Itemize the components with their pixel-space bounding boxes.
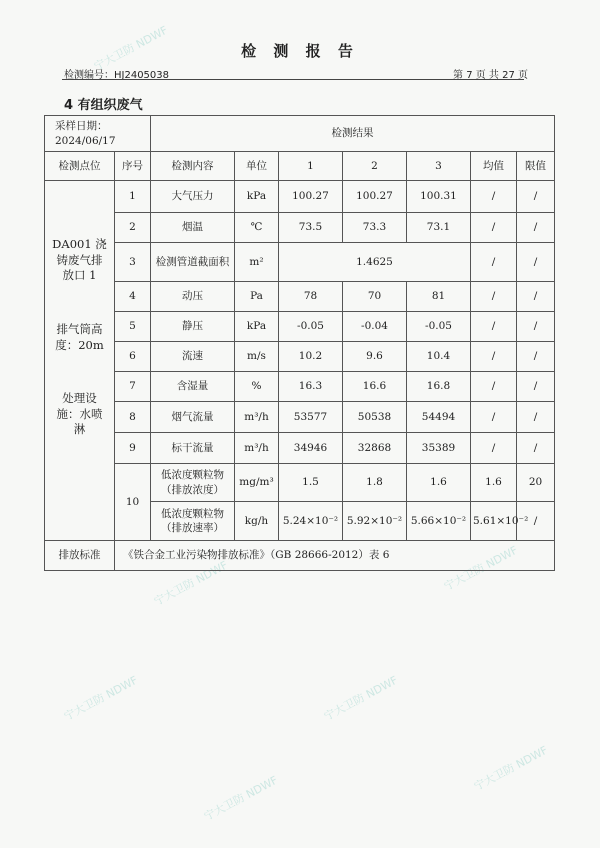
row-value-3: 16.8 xyxy=(407,372,471,402)
watermark: 宁大卫防 NDWF xyxy=(91,23,170,74)
row-no: 10 xyxy=(115,464,151,541)
row-no: 5 xyxy=(115,312,151,342)
row-value-2: 73.3 xyxy=(343,213,407,243)
row-value-1: 10.2 xyxy=(279,342,343,372)
row-item: 含湿量 xyxy=(151,372,235,402)
table-row xyxy=(45,181,555,213)
watermark: 宁大卫防 NDWF xyxy=(441,543,520,594)
watermark: 宁大卫防 NDWF xyxy=(321,673,400,724)
row-value-2: 9.6 xyxy=(343,342,407,372)
row-item: 烟温 xyxy=(151,213,235,243)
row-item: 大气压力 xyxy=(151,181,235,213)
row-avg: / xyxy=(471,402,517,433)
row-merged-value: 1.4625 xyxy=(279,243,471,282)
watermark: 宁大卫防 NDWF xyxy=(61,673,140,724)
row-unit: mg/m³ xyxy=(235,464,279,502)
row-no: 6 xyxy=(115,342,151,372)
row-unit: Pa xyxy=(235,282,279,312)
row-no: 8 xyxy=(115,402,151,433)
row-no: 9 xyxy=(115,433,151,464)
row-avg: 1.6 xyxy=(471,464,517,502)
row-limit: 20 xyxy=(517,464,555,502)
row-value-1: 53577 xyxy=(279,402,343,433)
row-value-1: 16.3 xyxy=(279,372,343,402)
row-value-2: -0.04 xyxy=(343,312,407,342)
table-row xyxy=(45,342,555,372)
row-unit: kPa xyxy=(235,312,279,342)
row-value-3: 100.31 xyxy=(407,181,471,213)
row-value-3: 5.66×10⁻² xyxy=(407,502,471,541)
table-row xyxy=(45,213,555,243)
table-row xyxy=(45,282,555,312)
row-no: 3 xyxy=(115,243,151,282)
col-header-r3: 3 xyxy=(407,152,471,181)
row-unit: m² xyxy=(235,243,279,282)
col-header-point: 检测点位 xyxy=(45,152,115,181)
row-value-1: 73.5 xyxy=(279,213,343,243)
row-value-2: 1.8 xyxy=(343,464,407,502)
col-header-r1: 1 xyxy=(279,152,343,181)
watermark: 宁大卫防 NDWF xyxy=(151,558,230,609)
table-row xyxy=(45,372,555,402)
row-limit: / xyxy=(517,372,555,402)
row-unit: m³/h xyxy=(235,402,279,433)
row-value-1: 34946 xyxy=(279,433,343,464)
standard-text: 《铁合金工业污染物排放标准》（GB 28666-2012）表 6 xyxy=(115,541,555,571)
row-no: 7 xyxy=(115,372,151,402)
col-header-avg: 均值 xyxy=(471,152,517,181)
row-limit: / xyxy=(517,342,555,372)
row-avg: 5.61×10⁻² xyxy=(471,502,517,541)
row-value-1: -0.05 xyxy=(279,312,343,342)
col-header-no: 序号 xyxy=(115,152,151,181)
table-row xyxy=(45,464,555,502)
watermark: 宁大卫防 NDWF xyxy=(471,743,550,794)
row-value-2: 16.6 xyxy=(343,372,407,402)
row-unit: ℃ xyxy=(235,213,279,243)
row-limit: / xyxy=(517,213,555,243)
row-value-3: 73.1 xyxy=(407,213,471,243)
row-item: 烟气流量 xyxy=(151,402,235,433)
column-header-row xyxy=(45,152,555,181)
row-avg: / xyxy=(471,312,517,342)
row-value-2: 100.27 xyxy=(343,181,407,213)
standard-label: 排放标准 xyxy=(45,541,115,571)
table-row xyxy=(45,433,555,464)
col-header-item: 检测内容 xyxy=(151,152,235,181)
row-unit: m³/h xyxy=(235,433,279,464)
row-no: 4 xyxy=(115,282,151,312)
row-avg: / xyxy=(471,243,517,282)
sample-date-label: 采样日期： xyxy=(55,120,108,133)
watermark: 宁大卫防 NDWF xyxy=(201,773,280,824)
table-row xyxy=(45,312,555,342)
row-item: 低浓度颗粒物（排放速率） xyxy=(151,502,235,541)
page-title: 检 测 报 告 xyxy=(241,42,359,60)
row-avg: / xyxy=(471,181,517,213)
row-item: 静压 xyxy=(151,312,235,342)
row-value-3: -0.05 xyxy=(407,312,471,342)
table-row xyxy=(45,402,555,433)
row-limit: / xyxy=(517,502,555,541)
row-value-3: 1.6 xyxy=(407,464,471,502)
row-limit: / xyxy=(517,402,555,433)
row-value-3: 81 xyxy=(407,282,471,312)
row-avg: / xyxy=(471,433,517,464)
col-header-r2: 2 xyxy=(343,152,407,181)
sample-date: 2024/06/17 xyxy=(55,134,116,147)
row-value-1: 1.5 xyxy=(279,464,343,502)
row-item: 检测管道截面积 xyxy=(151,243,235,282)
row-limit: / xyxy=(517,433,555,464)
treatment-facility: 处理设施：水喷淋 xyxy=(56,391,103,437)
row-value-1: 78 xyxy=(279,282,343,312)
row-item: 标干流量 xyxy=(151,433,235,464)
row-value-1: 100.27 xyxy=(279,181,343,213)
row-value-2: 70 xyxy=(343,282,407,312)
stack-height: 排气筒高度：20m xyxy=(55,321,104,352)
col-header-unit: 单位 xyxy=(235,152,279,181)
row-value-3: 10.4 xyxy=(407,342,471,372)
row-limit: / xyxy=(517,181,555,213)
point-cell xyxy=(45,181,115,541)
row-avg: / xyxy=(471,342,517,372)
row-unit: kPa xyxy=(235,181,279,213)
page-number: 第 7 页 共 27 页 xyxy=(453,70,528,81)
sample-date-cell xyxy=(45,116,151,152)
row-no: 1 xyxy=(115,181,151,213)
row-limit: / xyxy=(517,282,555,312)
row-avg: / xyxy=(471,282,517,312)
row-value-1: 5.24×10⁻² xyxy=(279,502,343,541)
row-avg: / xyxy=(471,213,517,243)
row-unit: kg/h xyxy=(235,502,279,541)
row-value-2: 32868 xyxy=(343,433,407,464)
report-number: 检测编号：HJ2405038 xyxy=(64,70,170,81)
col-header-limit: 限值 xyxy=(517,152,555,181)
header-divider xyxy=(62,79,524,80)
row-value-3: 54494 xyxy=(407,402,471,433)
row-limit: / xyxy=(517,312,555,342)
row-item: 低浓度颗粒物（排放浓度） xyxy=(151,464,235,502)
point-name: DA001 浇铸废气排放口 1 xyxy=(52,237,107,283)
row-value-2: 5.92×10⁻² xyxy=(343,502,407,541)
results-header: 检测结果 xyxy=(151,116,555,152)
row-value-2: 50538 xyxy=(343,402,407,433)
row-unit: m/s xyxy=(235,342,279,372)
row-limit: / xyxy=(517,243,555,282)
section-title: 4 有组织废气 xyxy=(64,98,143,113)
results-table xyxy=(44,115,555,571)
row-item: 动压 xyxy=(151,282,235,312)
standard-row xyxy=(45,541,555,571)
row-no: 2 xyxy=(115,213,151,243)
row-unit: % xyxy=(235,372,279,402)
row-item: 流速 xyxy=(151,342,235,372)
row-value-3: 35389 xyxy=(407,433,471,464)
row-avg: / xyxy=(471,372,517,402)
table-row xyxy=(45,243,555,282)
